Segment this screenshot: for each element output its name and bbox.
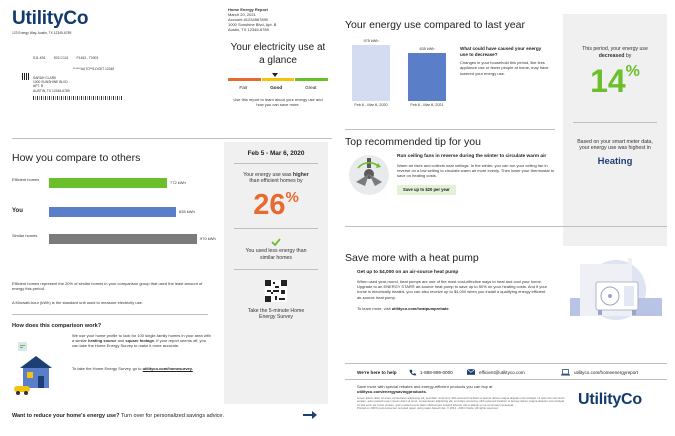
arrow-right-icon[interactable] xyxy=(303,411,317,419)
period-unit: % xyxy=(285,188,299,206)
footer-logo: UtilityCo xyxy=(578,391,642,408)
decrease-percent xyxy=(563,63,667,100)
compare-row-label: You xyxy=(12,208,23,214)
divider xyxy=(345,129,555,130)
how-text xyxy=(72,333,212,349)
save-more-learn xyxy=(357,306,551,311)
legal-lorem: Lorem ipsum dolor sit amet, consectetur adipiscing elit, sed diam nonummy nibh euismod tincidunt ut laoreet dolore magna aliquam erat volutpat. Ut wisi enim ad minim veniam, quis nostrud Lorem ipsum dolor sit amet, consectetuer adipiscing elit, sed diam nonummy nibh euismod tincidunt ut laoreet dolore magna aliquam erat volutpat. Ut wisi enim ad minim veniam, quis nostrud exerci tation ullamcorper suscipit lobortis nisl ut aliquip ex ea commodo consequat. xyxy=(357,396,565,407)
decrease-text-part: This period, your energy use xyxy=(582,46,648,52)
report-title: Home Energy Report xyxy=(228,7,268,12)
ly-bar-2021 xyxy=(408,53,446,101)
legal-text xyxy=(357,397,567,411)
ly-bar-label: Feb 6 - Mar 6, 2020 xyxy=(354,103,388,107)
legal-printed: Printed on 100% post-consumer recycled paper using water-based inks. © 2012 - 2021 Oracle. All rights reserved. xyxy=(357,406,499,411)
report-address: Austin, TX 12345-6789 xyxy=(228,27,269,32)
how-text-part: We use your home profile to look for 100 single-family homes in your area with a similar xyxy=(72,333,211,344)
cta-part: Turn over for personalized savings advice. xyxy=(119,413,225,419)
glance-pointer-icon xyxy=(272,73,278,77)
decrease-sidebar xyxy=(563,14,667,246)
glance-scale xyxy=(228,78,328,81)
decrease-question xyxy=(460,46,550,76)
help-bar xyxy=(357,365,657,379)
help-label: We're here to help xyxy=(357,369,397,375)
tip-text: Warm air rises and collects near ceilings. In the winter, you can run your ceiling fan in reverse on a low setting to circulate warm air more evenly. Then lower your thermostat to save on heating costs. xyxy=(397,162,555,179)
ly-bar-value: 835 kWh xyxy=(419,47,435,51)
compare-chart xyxy=(12,176,216,266)
save-more-heading: Get up to $4,000 on an air-source heat pump xyxy=(357,270,459,275)
question-text: Changes in your household this period, like less appliance use or fewer people at home, may have lowered your energy use. xyxy=(460,60,549,76)
products-link[interactable]: utilityco.com/energysavingproducts. xyxy=(357,389,427,395)
postal-barcode xyxy=(33,96,123,100)
survey-link[interactable]: utilityco.com/homesurvey. xyxy=(142,366,193,371)
report-address: 1000 Sunshine Blvd, Apt. B xyxy=(228,22,277,27)
glance-note: Use this report to learn about your energy use and how you can save more. xyxy=(233,97,323,108)
save-more-title: Save more with a heat pump xyxy=(345,252,479,264)
how-text-bold: heating source xyxy=(88,338,117,344)
mail-icon xyxy=(467,369,475,375)
save-more-text: When used year-round, heat pumps are one of the most cost-effective ways to heat and cool your home. Upgrade to an ENERGY STAR® air-source heat pump to save up to 50% on your heating costs. And if your home is electrically heated, you can also receive up to $4,000 when you install a qualifying energy efficient air-source heat pump. xyxy=(357,279,548,300)
period-text xyxy=(224,172,328,185)
help-email[interactable] xyxy=(467,369,561,375)
brand-address: 123 Energy Way, Austin, TX 12345-6789 xyxy=(12,31,72,35)
glance-label-great: Great xyxy=(305,85,317,90)
report-account: Account #1234567890 xyxy=(228,17,269,22)
tip-body xyxy=(397,154,555,196)
mailing-line: 1000 SUNSHINE BLVD xyxy=(33,80,68,85)
ly-bar-2020 xyxy=(352,45,390,101)
divider xyxy=(234,163,318,164)
tip-savings-badge: Save up to $20 per year xyxy=(397,185,456,195)
glance-meter xyxy=(228,73,328,85)
cta-text xyxy=(12,413,224,419)
question-title: What could have caused your energy use to decrease? xyxy=(460,46,542,57)
mailing-line: APT. B xyxy=(33,84,44,89)
compare-bar-efficient xyxy=(49,178,167,188)
glance-title: Your electricity use at a glance xyxy=(230,42,326,66)
divider xyxy=(573,122,657,123)
divider xyxy=(345,379,667,380)
decrease-text xyxy=(563,46,667,59)
how-text-bold: square footage xyxy=(125,338,155,344)
decrease-unit: % xyxy=(625,63,640,81)
divider xyxy=(345,226,667,227)
qr-text: Take the 5-minute Home Energy Survey xyxy=(247,307,305,321)
decrease-text-bold: decreased xyxy=(598,52,625,59)
divider xyxy=(12,138,332,139)
compare-row-label: Efficient homes xyxy=(12,177,40,182)
period-text-part: Your energy use was xyxy=(243,171,293,178)
divider xyxy=(345,363,667,364)
how-title: How does this comparison work? xyxy=(12,323,102,329)
house-illustration xyxy=(14,338,56,396)
how-text-part: and xyxy=(116,338,126,344)
divider xyxy=(12,314,208,315)
heat-pump-illustration xyxy=(568,252,664,322)
compare-row-label: Similar homes xyxy=(12,233,38,238)
mailing-auto-line: ******AUTO**5-DIGIT 12345 xyxy=(73,67,115,72)
report-date: March 20, 2021 xyxy=(228,12,256,17)
compare-bar-similar xyxy=(49,234,197,244)
mailing-address xyxy=(33,76,70,93)
learn-text-part: To learn more, visit xyxy=(357,305,392,311)
compare-bar-value: 970 kWh xyxy=(200,236,216,241)
glance-label-fair: Fair xyxy=(239,85,248,90)
glance-panel xyxy=(228,42,328,107)
period-label: Feb 5 - Mar 6, 2020 xyxy=(247,150,305,157)
checkmark-icon xyxy=(224,238,328,246)
highest-season: Heating xyxy=(597,155,633,167)
cta-bold: Want to reduce your home's energy use? xyxy=(12,413,120,419)
tip-title: Top recommended tip for you xyxy=(345,136,481,148)
help-web-url: utilityco.com/homeenergyreport xyxy=(574,369,639,375)
check-text: You used less energy than similar homes xyxy=(245,248,307,261)
report-meta xyxy=(228,7,276,32)
ceiling-fan-icon xyxy=(348,154,390,196)
mailing-code: S11-K51 xyxy=(33,56,46,60)
mailing-code: S02-C101 xyxy=(53,56,69,60)
compare-bar-you xyxy=(49,207,176,217)
compare-footnote: Efficient homes represent the 20% of similar homes in your comparison group that used the least amount of energy this period. xyxy=(12,281,203,292)
ly-bar-value: 975 kWh xyxy=(363,39,379,43)
period-percent xyxy=(224,189,328,222)
heatpump-rebate-link[interactable]: utilityco.com/heatpumprebate xyxy=(391,305,449,311)
laptop-icon xyxy=(561,369,570,376)
compare-bar-value: 835 kWh xyxy=(179,209,195,214)
mailing-block xyxy=(33,56,203,71)
period-number: 26 xyxy=(253,188,286,221)
ly-bar-label: Feb 6 - Mar 6, 2021 xyxy=(410,103,444,107)
glance-labels xyxy=(228,85,328,90)
divider xyxy=(234,228,318,229)
survey-text-part: To take the Home Energy Survey, go to xyxy=(72,366,143,371)
compare-bar-value: 772 kWh xyxy=(170,180,186,185)
how-text-part: . If your report seems off, you can take the Home Energy Survey to make it more accurate. xyxy=(72,338,206,349)
learn-text-part: . xyxy=(448,305,450,311)
scale-segment-good xyxy=(262,78,295,81)
qr-code[interactable] xyxy=(224,280,328,302)
compare-footnote: A Kilowatt-hour (kWh) is the standard unit used to measure electricity use. xyxy=(12,300,143,305)
decrease-text-part: by xyxy=(624,52,632,59)
help-web[interactable] xyxy=(561,369,638,376)
scale-segment-fair xyxy=(228,78,261,81)
period-sidebar xyxy=(224,142,328,404)
products-text xyxy=(357,384,569,394)
save-more-body xyxy=(357,270,551,311)
period-text-bold: higher xyxy=(292,171,309,178)
products-text-part: Save more with special rebates and energy-efficient products you can buy at xyxy=(357,384,493,389)
scale-segment-great xyxy=(295,78,328,81)
brand-logo: UtilityCo xyxy=(12,8,89,29)
period-text-part: than efficient homes by xyxy=(249,178,303,185)
help-phone[interactable] xyxy=(409,369,467,376)
mailing-datamatrix xyxy=(22,73,29,80)
decrease-number: 14 xyxy=(590,63,626,100)
mailing-line: AUSTIN, TX 12345-6789 xyxy=(33,88,70,93)
help-email-address: efficient@utilityco.com xyxy=(479,369,525,375)
divider xyxy=(234,269,318,270)
phone-icon xyxy=(409,369,416,376)
mailing-code: P1463 - T0003 xyxy=(76,56,99,60)
highest-note: Based on your smart meter data, your energy use was highest in xyxy=(577,138,653,152)
last-year-chart xyxy=(352,38,457,120)
last-year-title: Your energy use compared to last year xyxy=(345,19,525,31)
tip-heading: Run ceiling fans in reverse during the winter to circulate warm air xyxy=(397,154,547,159)
mailing-name: SARAH CLARK xyxy=(33,76,57,80)
glance-label-good: Good xyxy=(270,85,283,90)
compare-title: How you compare to others xyxy=(12,152,141,164)
help-phone-number: 1-888-999-0000 xyxy=(420,369,453,375)
survey-text xyxy=(72,366,212,371)
